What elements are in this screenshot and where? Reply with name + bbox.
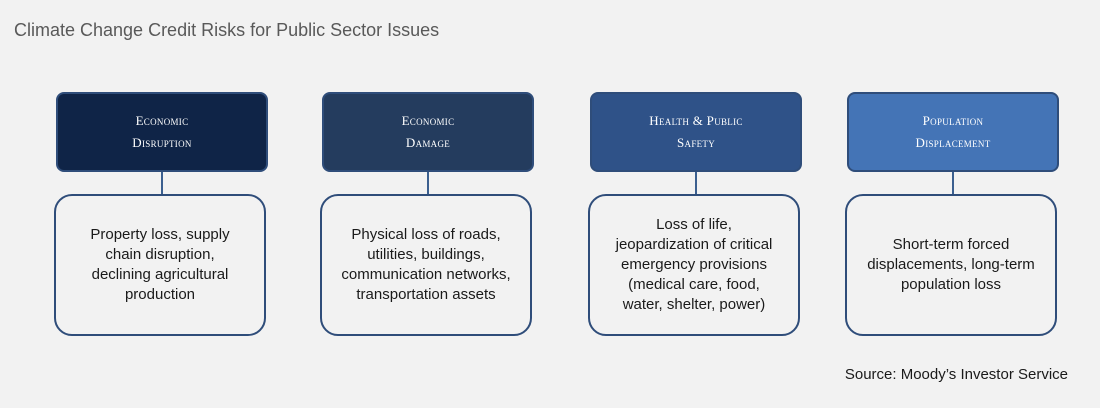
risk-column-economic-damage	[322, 92, 534, 336]
risk-column-economic-disruption	[56, 92, 268, 336]
detail-population-displacement: Short-term forced displacements, long-term population loss	[845, 194, 1057, 336]
source-note: Source: Moody’s Investor Service	[844, 366, 1068, 383]
diagram-title: Climate Change Credit Risks for Public Sector Issues	[14, 20, 440, 40]
header-line-2: Displacement	[915, 135, 991, 150]
header-line-1: Health & Public	[649, 113, 743, 128]
header-line-2: Safety	[676, 135, 716, 150]
header-line-1: Population	[922, 113, 984, 128]
connector-line	[952, 172, 954, 194]
risk-column-health-public-safety	[590, 92, 802, 336]
header-population-displacement	[847, 92, 1059, 172]
connector-line	[427, 172, 429, 194]
header-line-2: Damage	[405, 135, 451, 150]
header-health-public-safety	[590, 92, 802, 172]
detail-economic-damage: Physical loss of roads, utilities, buildings, communication networks, transportation assets	[320, 194, 532, 336]
header-economic-disruption	[56, 92, 268, 172]
detail-health-public-safety: Loss of life, jeopardization of critical emergency provisions (medical care, food, water, shelter, power)	[588, 194, 800, 336]
header-economic-damage	[322, 92, 534, 172]
header-line-1: Economic	[135, 113, 189, 128]
header-line-2: Disruption	[132, 135, 192, 150]
detail-economic-disruption: Property loss, supply chain disruption, declining agricultural production	[54, 194, 266, 336]
connector-line	[695, 172, 697, 194]
connector-line	[161, 172, 163, 194]
risk-column-population-displacement	[847, 92, 1059, 336]
header-line-1: Economic	[401, 113, 455, 128]
